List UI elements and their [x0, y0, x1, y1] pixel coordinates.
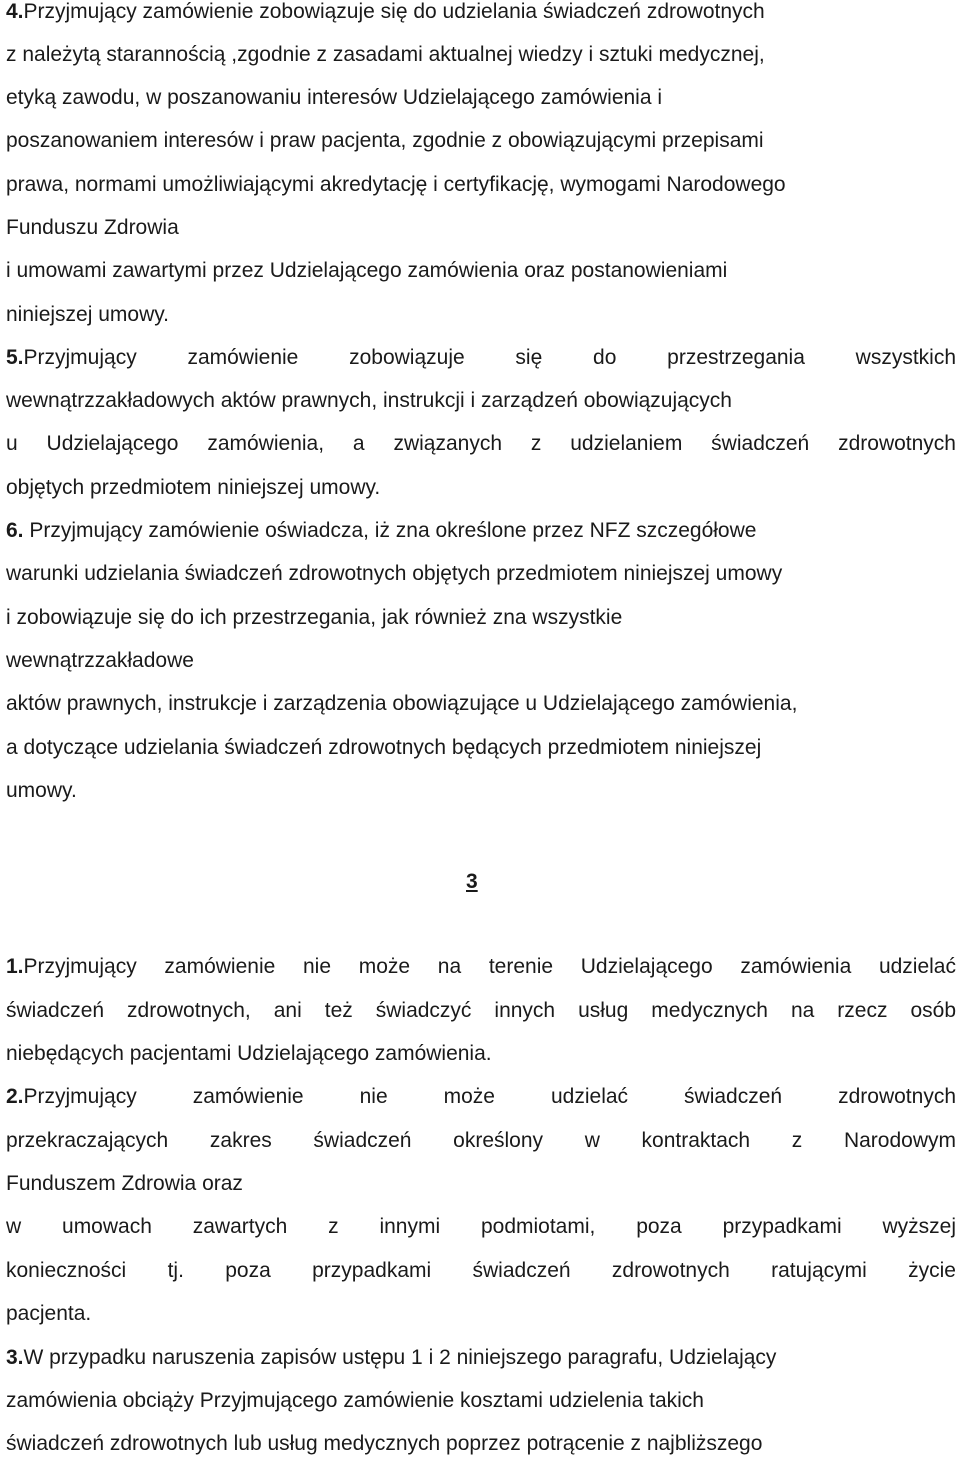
section-point-2-line-3: Funduszem Zdrowia oraz	[6, 1172, 243, 1195]
section-heading	[466, 867, 526, 897]
paragraph-number: 5.	[6, 346, 24, 369]
section-number: 3	[466, 870, 478, 893]
paragraph-6-line-3: i zobowiązuje się do ich przestrzegania, jak również zna wszystkie	[6, 606, 623, 629]
point-number: 1.	[6, 955, 24, 978]
paragraph-4-line-3: etyką zawodu, w poszanowaniu interesów Udzielającego zamówienia i	[6, 86, 663, 109]
paragraph-6-line-4: wewnątrzzakładowe	[6, 649, 194, 672]
paragraph-5-line-1	[6, 343, 956, 373]
line-text: Przyjmujący zamówienie oświadcza, iż zna określone przez NFZ szczegółowe	[23, 519, 757, 542]
paragraph-4-line-5: prawa, normami umożliwiającymi akredytację i certyfikację, wymogami Narodowego	[6, 173, 786, 196]
paragraph-6-line-2: warunki udzielania świadczeń zdrowotnych objętych przedmiotem niniejszej umowy	[6, 562, 783, 585]
section-point-2-line-4: w umowach zawartych z innymi podmiotami, poza przypadkami wyższej	[6, 1215, 956, 1238]
paragraph-4-line-6: Funduszu Zdrowia	[6, 216, 179, 239]
paragraph-6-line-1	[6, 516, 956, 546]
section-point-1-line-3: niebędących pacjentami Udzielającego zamówienia.	[6, 1042, 492, 1065]
section-point-1-line-1	[6, 952, 956, 982]
paragraph-number: 4.	[6, 0, 24, 23]
paragraph-5-line-4: objętych przedmiotem niniejszej umowy.	[6, 476, 381, 499]
line-text: Przyjmujący zamówienie zobowiązuje się do udzielania świadczeń zdrowotnych	[23, 0, 765, 23]
line-text: Przyjmujący zamówienie nie może na terenie Udzielającego zamówienia udzielać	[23, 955, 956, 978]
section-point-3-line-2: zamówienia obciąży Przyjmującego zamówienie kosztami udzielenia takich	[6, 1389, 704, 1412]
line-text: Przyjmujący zamówienie zobowiązuje się do przestrzegania wszystkich	[23, 346, 956, 369]
paragraph-4-line-1	[6, 0, 956, 27]
paragraph-6-line-5: aktów prawnych, instrukcje i zarządzenia obowiązujące u Udzielającego zamówienia,	[6, 692, 798, 715]
point-number: 3.	[6, 1346, 24, 1369]
section-point-3-line-1	[6, 1343, 956, 1373]
line-text: Przyjmujący zamówienie nie może udzielać świadczeń zdrowotnych	[23, 1085, 956, 1108]
section-point-2-line-1	[6, 1082, 956, 1112]
section-point-1-line-2: świadczeń zdrowotnych, ani też świadczyć innych usług medycznych na rzecz osób	[6, 999, 956, 1022]
paragraph-4-line-8: niniejszej umowy.	[6, 303, 170, 326]
section-point-2-line-6: pacjenta.	[6, 1302, 92, 1325]
paragraph-4-line-2: z należytą starannością ,zgodnie z zasadami aktualnej wiedzy i sztuki medycznej,	[6, 43, 765, 66]
section-point-2-line-2: przekraczających zakres świadczeń określony w kontraktach z Narodowym	[6, 1129, 956, 1152]
paragraph-6-line-7: umowy.	[6, 779, 77, 802]
paragraph-number: 6.	[6, 519, 24, 542]
line-text: W przypadku naruszenia zapisów ustępu 1 i 2 niniejszego paragrafu, Udzielający	[23, 1346, 777, 1369]
paragraph-5-line-3: u Udzielającego zamówienia, a związanych z udzielaniem świadczeń zdrowotnych	[6, 432, 956, 455]
section-point-3-line-3: świadczeń zdrowotnych lub usług medycznych poprzez potrącenie z najbliższego	[6, 1432, 763, 1455]
paragraph-6-line-6: a dotyczące udzielania świadczeń zdrowotnych będących przedmiotem niniejszej	[6, 736, 762, 759]
paragraph-5-line-2: wewnątrzzakładowych aktów prawnych, instrukcji i zarządzeń obowiązujących	[6, 389, 732, 412]
paragraph-4-line-4: poszanowaniem interesów i praw pacjenta, zgodnie z obowiązującymi przepisami	[6, 129, 764, 152]
point-number: 2.	[6, 1085, 24, 1108]
section-point-2-line-5: konieczności tj. poza przypadkami świadczeń zdrowotnych ratującymi życie	[6, 1259, 956, 1282]
paragraph-4-line-7: i umowami zawartymi przez Udzielającego zamówienia oraz postanowieniami	[6, 259, 728, 282]
